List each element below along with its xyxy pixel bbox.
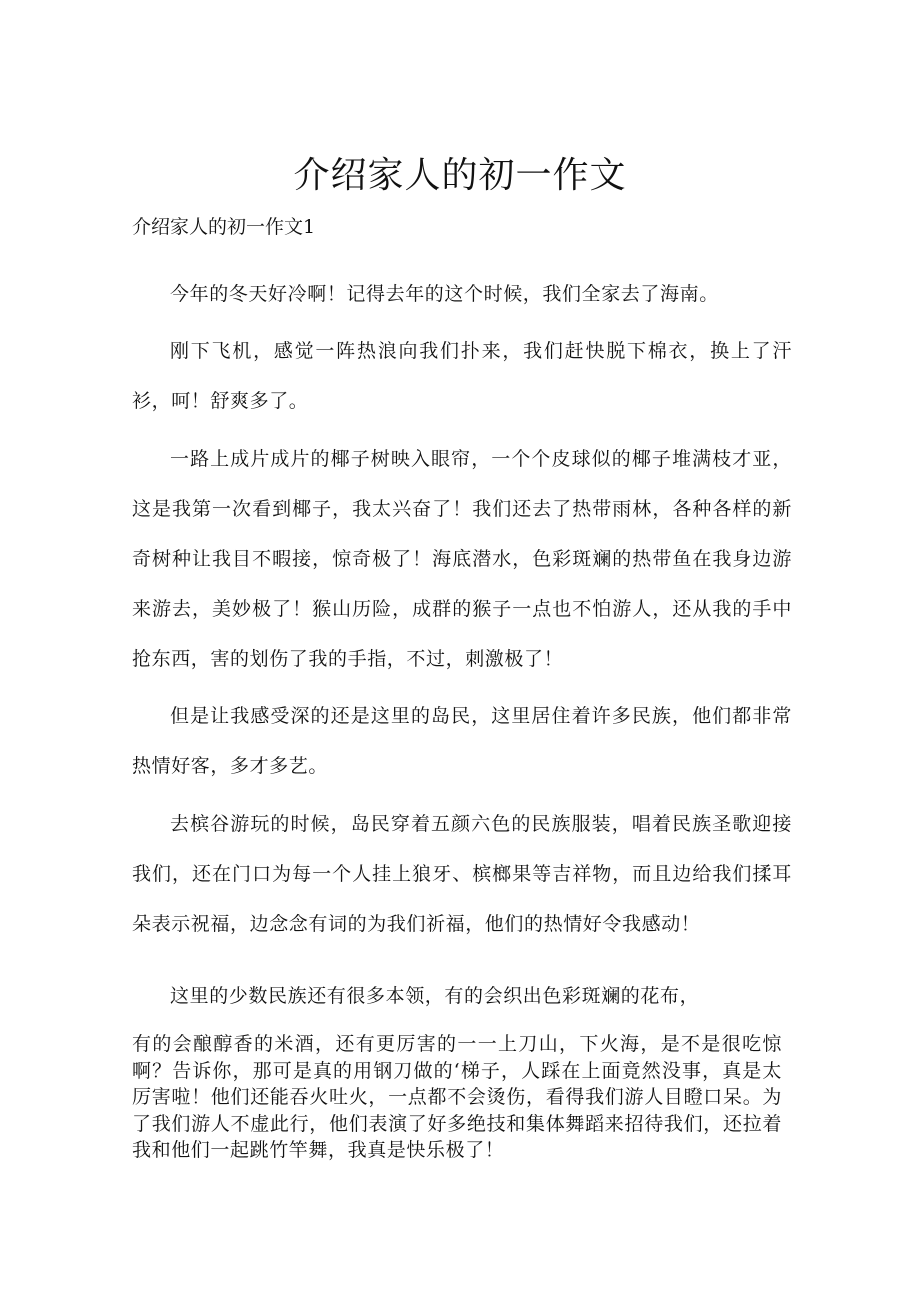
paragraph-5: 去槟谷游玩的时候，岛民穿着五颜六色的民族服装，唱着民族圣歌迎接我们，还在门口为每一个人挂上狼牙、槟榔果等吉祥物，而且边给我们揉耳朵表示祝福，边念念有词的为我们祈福，他们的热情好令我感动！ [132,813,792,935]
section-subtitle: 介绍家人的初一作文1 [132,216,316,238]
page-title: 介绍家人的初一作文 [293,155,627,196]
paragraph-7: 有的会酿醇香的米酒，还有更厉害的一一上刀山，下火海，是不是很吃惊啊？告诉你，那可是真的用钢刀做的‘梯子，人踩在上面竟然没事，真是太厉害啦！他们还能吞火吐火，一点都不会烫伤，看得我们游人目瞪口呆。为了我们游人不虚此行，他们表演了好多绝技和集体舞蹈来招待我们，还拉着我和他们一起跳竹竿舞，我真是快乐极了！ [132,1033,782,1161]
paragraph-6: 这里的少数民族还有很多本领，有的会织出色彩斑斓的花布， [170,985,700,1007]
paragraph-1: 今年的冬天好冷啊！记得去年的这个时候，我们全家去了海南。 [170,283,719,305]
paragraph-2: 刚下飞机，感觉一阵热浪向我们扑来，我们赶快脱下棉衣，换上了汗衫，呵！舒爽多了。 [132,340,792,412]
paragraph-4: 但是让我感受深的还是这里的岛民，这里居住着许多民族，他们都非常热情好客，多才多艺。 [132,705,792,777]
paragraph-3: 一路上成片成片的椰子树映入眼帘，一个个皮球似的椰子堆满枝才亚，这是我第一次看到椰子，我太兴奋了！我们还去了热带雨林，各种各样的新奇树种让我目不暇接，惊奇极了！海底潜水，色彩斑斓的热带鱼在我身边游来游去，美妙极了！猴山历险，成群的猴子一点也不怕游人，还从我的手中抢东西，害的划伤了我的手指，不过，刺激极了！ [132,448,792,670]
